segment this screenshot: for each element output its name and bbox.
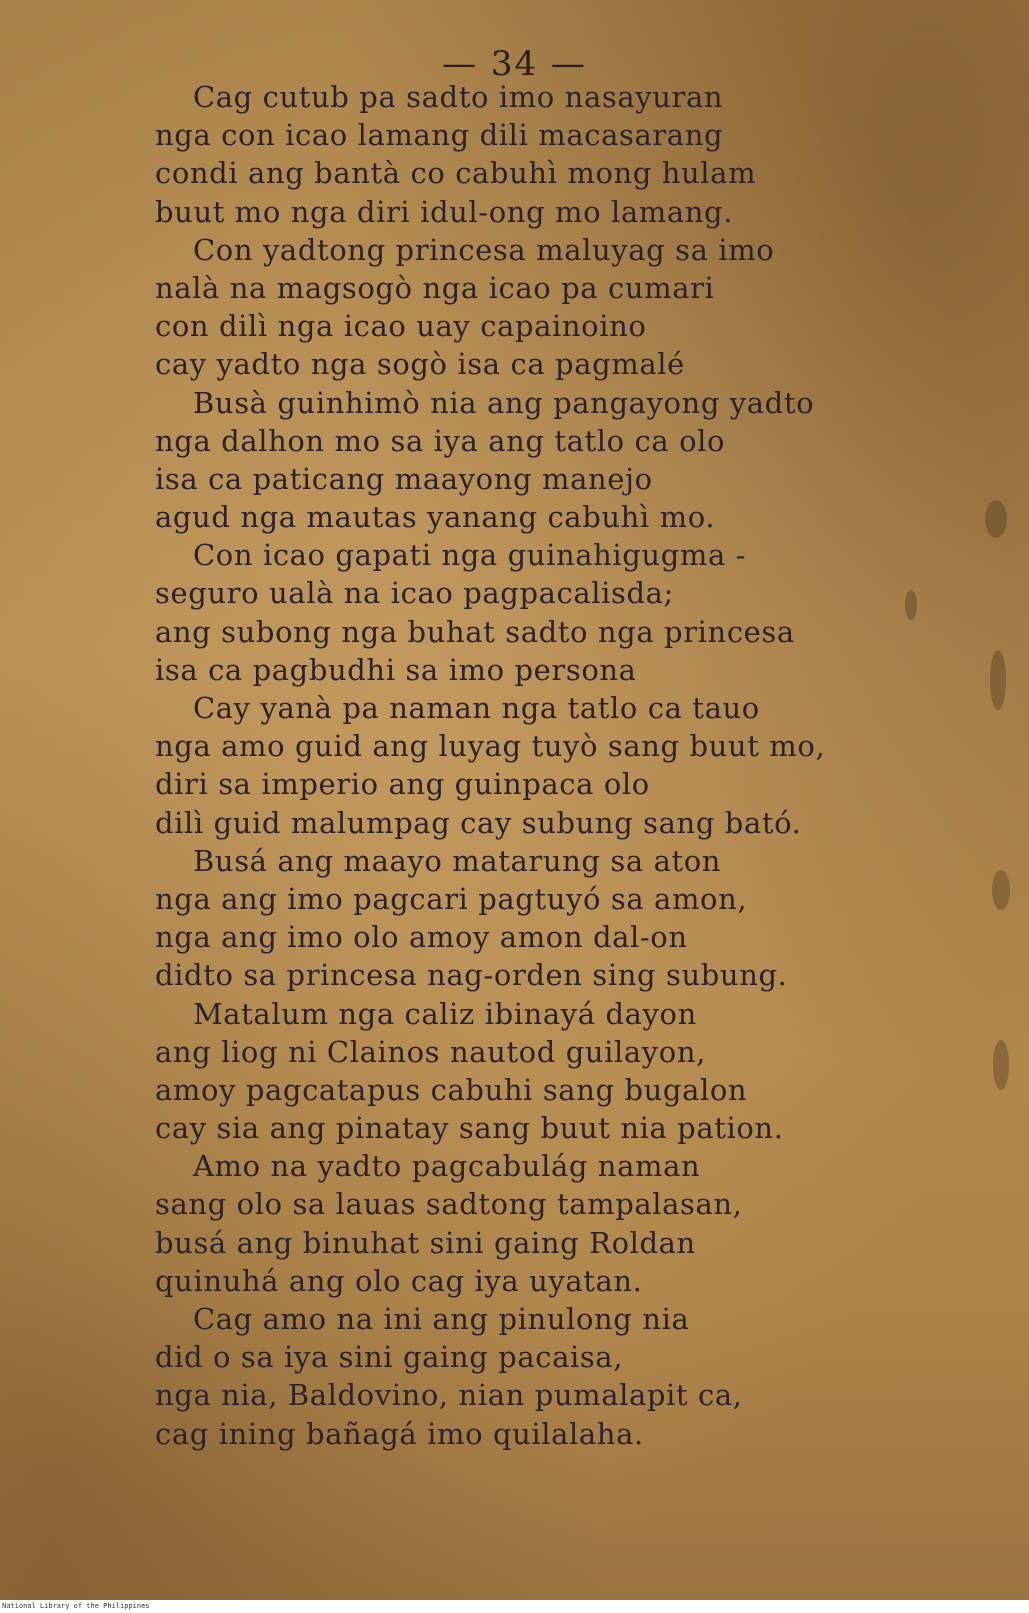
poem-line: diri sa imperio ang guinpaca olo <box>155 767 650 802</box>
poem-line: busá ang binuhat sini gaing Roldan <box>155 1225 696 1260</box>
poem-line: con dilì nga icao uay capainoino <box>155 309 647 344</box>
stanza <box>155 231 955 384</box>
stanza <box>155 1147 955 1300</box>
poem-line: buut mo nga diri idul-ong mo lamang. <box>155 194 734 229</box>
poem-line: Con icao gapati nga guinahigugma - <box>193 538 747 573</box>
poem-line: nga dalhon mo sa iya ang tatlo ca olo <box>155 423 726 458</box>
poem-line: nga ang imo olo amoy amon dal-on <box>155 920 688 955</box>
poem-line: nga ang imo pagcari pagtuyó sa amon, <box>155 881 748 916</box>
poem-line: sang olo sa lauas sadtong tampalasan, <box>155 1187 743 1222</box>
poem-line: cay sia ang pinatay sang buut nia pation. <box>155 1111 784 1146</box>
poem-line: Cag amo na ini ang pinulong nia <box>193 1302 690 1336</box>
paper-stain <box>990 650 1006 710</box>
poem-line: isa ca paticang maayong manejo <box>155 461 653 496</box>
poem-line: nalà na magsogò nga icao pa cumari <box>155 270 715 305</box>
paper-stain <box>992 870 1010 910</box>
poem-line: cag ining bañagá imo quilalaha. <box>155 1416 644 1451</box>
poem-line: Cay yanà pa naman nga tatlo ca tauo <box>193 691 760 725</box>
poem-line: amoy pagcatapus cabuhi sang bugalon <box>155 1072 748 1107</box>
poem-line: cay yadto nga sogò isa ca pagmalé <box>155 347 685 382</box>
poem-line: nga con icao lamang dili macasarang <box>155 118 724 153</box>
poem-line: didto sa princesa nag-orden sing subung. <box>155 958 788 993</box>
stanza <box>155 1300 955 1453</box>
poem-line: dilì guid malumpag cay subung sang bató. <box>155 805 802 840</box>
poem-line: quinuhá ang olo cag iya uyatan. <box>155 1263 643 1298</box>
poem-text <box>155 78 955 1453</box>
paper-stain <box>993 1040 1009 1090</box>
poem-line: agud nga mautas yanang cabuhì mo. <box>155 500 716 535</box>
stanza <box>155 78 955 231</box>
poem-line: isa ca pagbudhi sa imo persona <box>155 652 637 687</box>
stanza <box>155 995 955 1148</box>
poem-line: did o sa iya sini gaing pacaisa, <box>155 1340 624 1375</box>
stanza <box>155 536 955 689</box>
stanza <box>155 689 955 842</box>
poem-line: Busà guinhimò nia ang pangayong yadto <box>193 385 815 420</box>
poem-line: condi ang bantà co cabuhì mong hulam <box>155 156 757 191</box>
stanza <box>155 842 955 995</box>
poem-line: seguro ualà na icao pagpacalisda; <box>155 576 674 611</box>
poem-line: nga amo guid ang luyag tuyò sang buut mo, <box>155 729 826 764</box>
stanza <box>155 384 955 537</box>
poem-line: ang liog ni Clainos nautod guilayon, <box>155 1034 706 1069</box>
poem-line: Matalum nga caliz ibinayá dayon <box>193 996 697 1031</box>
poem-line: Amo na yadto pagcabulág naman <box>193 1149 701 1184</box>
paper-stain <box>985 500 1007 538</box>
poem-line: Con yadtong princesa maluyag sa imo <box>193 232 775 267</box>
poem-line: Cag cutub pa sadto imo nasayuran <box>193 80 724 114</box>
poem-line: ang subong nga buhat sadto nga princesa <box>155 614 795 649</box>
library-credit: National Library of the Philippines <box>0 1600 1029 1613</box>
poem-line: Busá ang maayo matarung sa aton <box>193 843 722 878</box>
page-number: — 34 — <box>442 44 587 84</box>
poem-line: nga nia, Baldovino, nian pumalapit ca, <box>155 1378 743 1413</box>
